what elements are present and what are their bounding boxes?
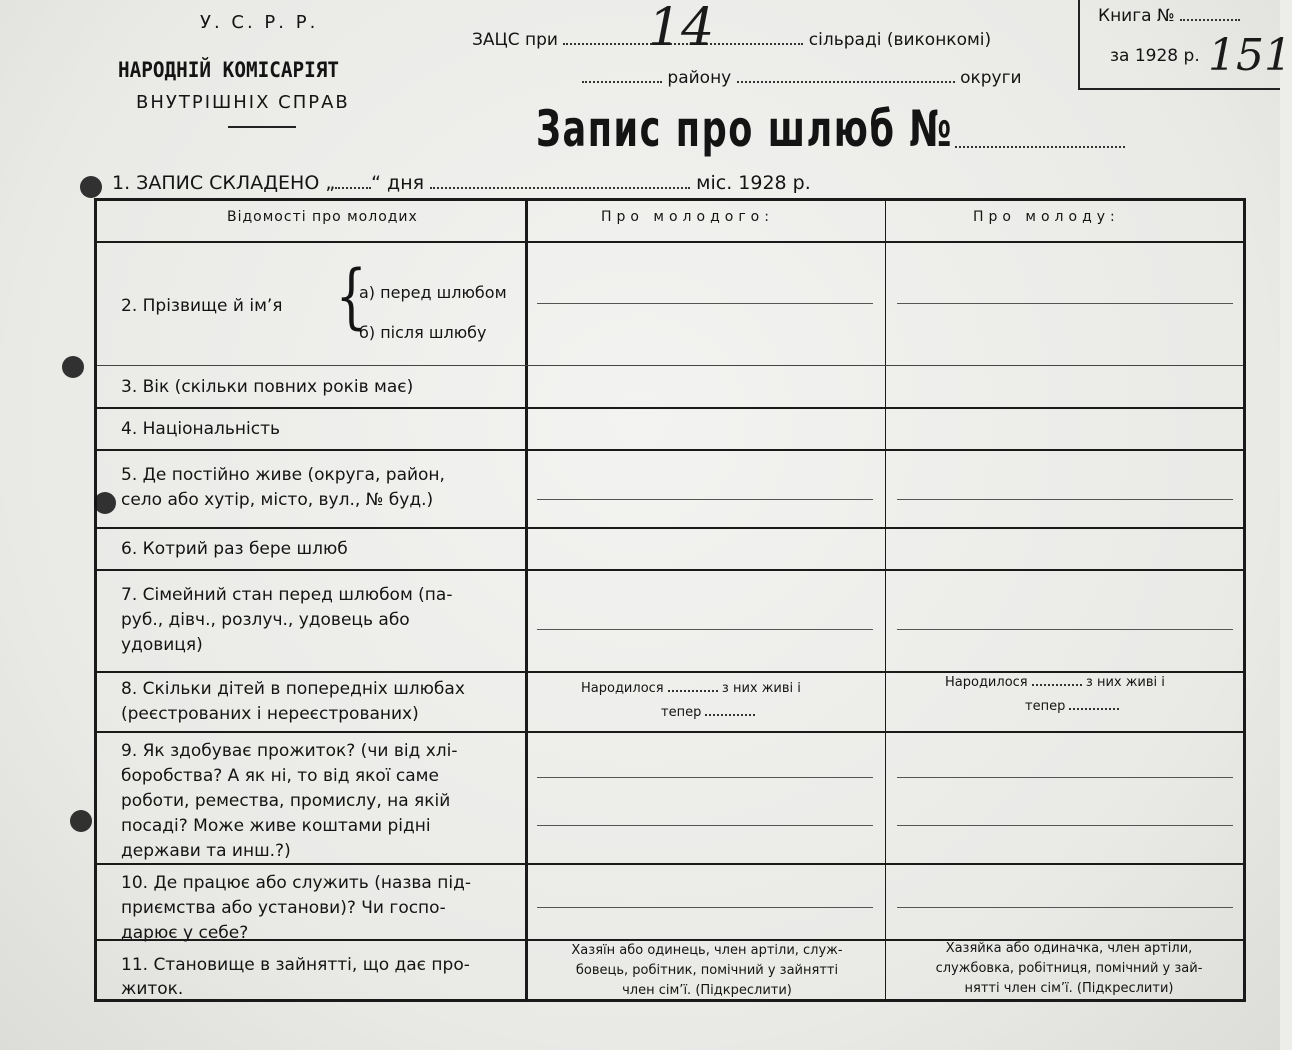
entry-month-blank[interactable] (430, 186, 690, 189)
row-line (97, 863, 1243, 865)
children-bride-now-blank[interactable] (1069, 707, 1119, 710)
workplace-bride-line[interactable] (897, 907, 1233, 908)
row-livelihood-label-2: боробства? А як ні, то від якої саме (121, 766, 439, 786)
internal-affairs-heading: ВНУТРІШНІХ СПРАВ (136, 92, 350, 113)
row-marital-status-label-2: руб., дівч., розлуч., удовець або (121, 610, 410, 630)
rayon-blank[interactable] (582, 80, 662, 83)
row-children-label-2: (реєстрованих і нереєстрованих) (121, 704, 419, 724)
handwritten-council-number: 14 (648, 0, 715, 58)
column-header-info: Відомості про молодих (227, 209, 418, 225)
row-occupation-status-label-1: 11. Становище в зайнятті, що дає про- (121, 955, 470, 975)
row-age-label: 3. Вік (скільки повних років має) (121, 377, 414, 397)
row-surname-label: 2. Прізвище й ім’я (121, 296, 283, 316)
rayon-line (582, 68, 1022, 88)
punch-hole (70, 810, 92, 832)
occupation-bride-line-2: службовка, робітниця, помічний у зай- (935, 961, 1203, 976)
row-workplace-label-2: приємства або установи)? Чи госпо- (121, 898, 446, 918)
row-marital-status-label-3: удовиця) (121, 635, 203, 655)
handwritten-book-number: 151 (1208, 30, 1292, 81)
column-divider-info (525, 201, 528, 999)
children-bride-born-blank[interactable] (1032, 683, 1082, 686)
book-label (1098, 6, 1240, 26)
residence-groom-line[interactable] (537, 499, 873, 500)
born-label: Народилося (945, 675, 1028, 690)
brace-glyph: { (335, 255, 367, 337)
entry-day-blank[interactable] (335, 186, 371, 189)
header-divider (228, 126, 296, 128)
row-line (97, 569, 1243, 571)
livelihood-bride-line-1[interactable] (897, 777, 1233, 778)
entry-date-line (112, 172, 811, 194)
occupation-bride-line-3: нятті член сім’ї. (Підкреслити) (964, 981, 1174, 996)
rayon-label: району (667, 68, 732, 88)
row-workplace-label-1: 10. Де працює або служить (назва під- (121, 873, 471, 893)
row-livelihood-label-5: держави та инш.?) (121, 841, 291, 861)
row-surname-after-label: б) після шлюбу (359, 323, 487, 342)
alive-label: з них живі і (1085, 675, 1165, 690)
row-line (97, 407, 1243, 409)
surname-before-groom-line[interactable] (537, 303, 873, 304)
children-groom-born-blank[interactable] (668, 689, 718, 692)
row-residence-label-2: село або хутір, місто, вул., № буд.) (121, 490, 434, 510)
marital-status-bride-line[interactable] (897, 629, 1233, 630)
zags-suffix: сільраді (виконкомі) (808, 30, 992, 50)
commissariat-heading: НАРОДНІЙ КОМІСАРІЯТ (118, 58, 340, 82)
row-livelihood-label-1: 9. Як здобуває прожиток? (чи від хлі- (121, 741, 458, 761)
surname-before-bride-line[interactable] (897, 303, 1233, 304)
row-livelihood-label-3: роботи, ремества, промислу, на якій (121, 791, 451, 811)
row-line (97, 449, 1243, 451)
now-label: тепер (661, 705, 702, 720)
row-marriage-count-label: 6. Котрий раз бере шлюб (121, 539, 348, 559)
row-nationality-label: 4. Національність (121, 419, 281, 439)
livelihood-groom-line-1[interactable] (537, 777, 873, 778)
row-marital-status-label-1: 7. Сімейний стан перед шлюбом (па- (121, 585, 453, 605)
born-label: Народилося (581, 681, 664, 696)
row-children-label-1: 8. Скільки дітей в попередніх шлюбах (121, 679, 465, 699)
row-workplace-label-3: дарює у себе? (121, 923, 249, 943)
okrug-blank[interactable] (737, 80, 955, 83)
zags-prefix: ЗАЦС при (472, 30, 558, 50)
punch-hole (62, 356, 84, 378)
ussr-heading: У. С. Р. Р. (200, 12, 319, 33)
book-year-label: за 1928 р. (1110, 46, 1200, 66)
children-groom-now-blank[interactable] (705, 713, 755, 716)
occupation-groom-line-1: Хазяїн або одинець, член артіли, служ- (571, 943, 843, 958)
row-livelihood-label-4: посаді? Може живе коштами рідні (121, 816, 431, 836)
book-number-blank[interactable] (1180, 18, 1240, 21)
row-occupation-status-label-2: житок. (121, 979, 184, 999)
children-bride-now-label (1025, 697, 1119, 717)
row-line (97, 241, 1243, 243)
row-residence-label-1: 5. Де постійно живе (округа, район, (121, 465, 445, 485)
residence-bride-line[interactable] (897, 499, 1233, 500)
zags-line (472, 30, 991, 50)
book-number-label: Книга № (1098, 6, 1175, 26)
livelihood-groom-line-2[interactable] (537, 825, 873, 826)
occupation-bride-line-1: Хазяйка або одиначка, член артіли, (945, 941, 1193, 956)
workplace-groom-line[interactable] (537, 907, 873, 908)
occupation-groom-line-2: бовець, робітник, помічний у зайнятті (575, 963, 839, 978)
column-header-groom: Про молодого: (601, 209, 774, 225)
children-groom-born-label (581, 679, 801, 699)
row-line (97, 731, 1243, 733)
row-surname-before-label: а) перед шлюбом (359, 283, 507, 302)
row-line (97, 527, 1243, 529)
punch-hole (80, 176, 102, 198)
occupation-groom-options[interactable] (537, 941, 877, 1001)
okrug-label: округи (960, 68, 1022, 88)
punch-hole (94, 492, 116, 514)
entry-month-year: міс. 1928 р. (696, 172, 811, 194)
column-divider-groom (885, 201, 886, 999)
occupation-groom-line-3: член сім’ї. (Підкреслити) (622, 983, 792, 998)
children-groom-now-label (661, 703, 755, 723)
entry-day-label: “ дня (371, 172, 425, 194)
row-line (97, 365, 1243, 366)
children-bride-born-label (945, 673, 1165, 693)
marital-status-groom-line[interactable] (537, 629, 873, 630)
now-label: тепер (1025, 699, 1066, 714)
column-header-bride: Про молоду: (973, 209, 1120, 225)
marriage-record-table (94, 198, 1246, 1002)
occupation-bride-options[interactable] (897, 939, 1241, 999)
record-title: Запис про шлюб № (536, 100, 954, 158)
record-number-blank[interactable] (955, 146, 1125, 148)
entry-prefix: 1. ЗАПИС СКЛАДЕНО „ (112, 172, 336, 194)
livelihood-bride-line-2[interactable] (897, 825, 1233, 826)
alive-label: з них живі і (721, 681, 801, 696)
